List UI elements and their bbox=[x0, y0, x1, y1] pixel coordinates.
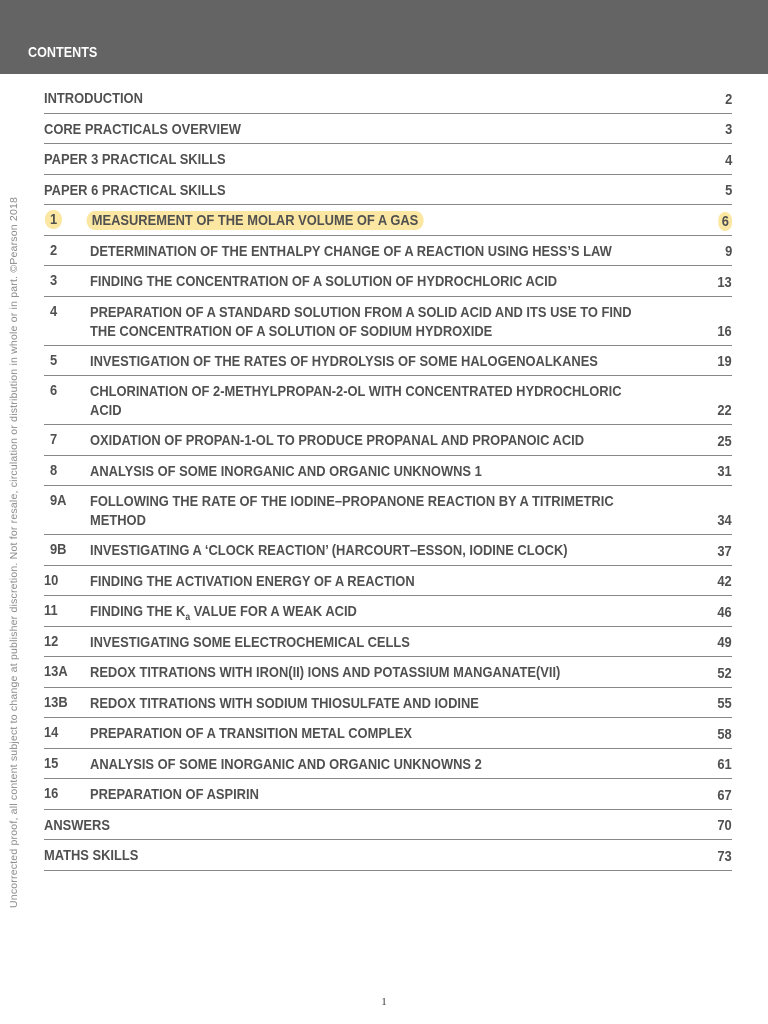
toc-entry-title: PAPER 3 PRACTICAL SKILLS bbox=[44, 151, 226, 168]
toc-entry-page: 16 bbox=[717, 322, 732, 340]
toc-entry-page: 67 bbox=[717, 786, 732, 804]
toc-entry-title: MATHS SKILLS bbox=[44, 847, 139, 864]
toc-entry-page: 4 bbox=[724, 151, 732, 169]
toc-entry-practical-11[interactable] bbox=[44, 596, 732, 627]
toc-entry-number: 14 bbox=[44, 724, 59, 741]
toc-entry-title: INVESTIGATING SOME ELECTROCHEMICAL CELLS bbox=[90, 633, 410, 651]
toc-entry-page: 70 bbox=[717, 817, 732, 834]
toc-entry-number: 6 bbox=[50, 382, 58, 399]
toc-entry-number: 1 bbox=[45, 210, 62, 229]
toc-entry-practical-9a[interactable] bbox=[44, 486, 732, 535]
copyright-notice: Uncorrected proof, all content subject to change at publisher discretion. Not for resale, circulation or distribution in whole or in part. ©Pearson 2018 bbox=[8, 196, 20, 908]
table-of-contents bbox=[44, 83, 732, 871]
toc-entry-title: PREPARATION OF A TRANSITION METAL COMPLEX bbox=[90, 725, 413, 742]
toc-entry-page: 9 bbox=[724, 243, 732, 260]
toc-entry-title: CHLORINATION OF 2-METHYLPROPAN-2-OL WITH CONCENTRATED HYDROCHLORIC bbox=[90, 383, 622, 400]
toc-entry-title: INVESTIGATION OF THE RATES OF HYDROLYSIS OF SOME HALOGENOALKANES bbox=[90, 352, 598, 370]
toc-entry-title: INVESTIGATING A ‘CLOCK REACTION’ (HARCOURT–ESSON, IODINE CLOCK) bbox=[90, 542, 568, 559]
toc-entry-title: MEASUREMENT OF THE MOLAR VOLUME OF A GAS bbox=[87, 211, 424, 230]
toc-entry-title: DETERMINATION OF THE ENTHALPY CHANGE OF A REACTION USING HESS’S LAW bbox=[90, 242, 612, 260]
toc-entry-title: FINDING THE CONCENTRATION OF A SOLUTION OF HYDROCHLORIC ACID bbox=[90, 273, 558, 290]
toc-entry-page: 37 bbox=[717, 542, 732, 560]
toc-entry-title: PAPER 6 PRACTICAL SKILLS bbox=[44, 181, 226, 199]
toc-entry-paper-3-practical-skills[interactable] bbox=[44, 144, 732, 175]
toc-entry-practical-8[interactable] bbox=[44, 456, 732, 487]
page-number: 1 bbox=[381, 996, 387, 1008]
toc-entry-title: ANSWERS bbox=[44, 816, 110, 834]
toc-entry-number: 15 bbox=[44, 754, 59, 772]
toc-entry-practical-4[interactable] bbox=[44, 297, 732, 346]
toc-entry-practical-13b[interactable] bbox=[44, 688, 732, 719]
toc-entry-page: 25 bbox=[717, 432, 732, 450]
toc-entry-practical-10[interactable] bbox=[44, 566, 732, 597]
toc-entry-number: 3 bbox=[50, 272, 58, 289]
toc-entry-practical-2[interactable] bbox=[44, 236, 732, 267]
toc-entry-number: 2 bbox=[50, 241, 58, 259]
header-bar bbox=[0, 0, 768, 74]
toc-entry-title: REDOX TITRATIONS WITH IRON(II) IONS AND POTASSIUM MANGANATE(VII) bbox=[90, 664, 561, 681]
toc-entry-number: 5 bbox=[50, 351, 58, 369]
toc-entry-title: FINDING THE $K_a$ VALUE FOR A WEAK ACID bbox=[90, 603, 357, 623]
toc-entry-page: 2 bbox=[724, 90, 732, 108]
toc-entry-practical-14[interactable] bbox=[44, 718, 732, 749]
toc-entry-maths-skills[interactable] bbox=[44, 840, 732, 871]
toc-entry-title: REDOX TITRATIONS WITH SODIUM THIOSULFATE AND IODINE bbox=[90, 694, 479, 712]
toc-entry-title-line2: ACID bbox=[90, 402, 122, 419]
toc-entry-page: 61 bbox=[717, 756, 732, 773]
toc-entry-practical-3[interactable] bbox=[44, 266, 732, 297]
toc-entry-number: 7 bbox=[50, 431, 58, 448]
toc-entry-practical-5[interactable] bbox=[44, 346, 732, 377]
toc-entry-answers[interactable] bbox=[44, 810, 732, 841]
toc-entry-introduction[interactable] bbox=[44, 83, 732, 114]
toc-entry-page: 49 bbox=[717, 634, 732, 651]
toc-entry-paper-6-practical-skills[interactable] bbox=[44, 175, 732, 206]
toc-entry-number: 13A bbox=[44, 663, 68, 680]
toc-entry-number: 13B bbox=[44, 693, 68, 711]
toc-entry-title: PREPARATION OF ASPIRIN bbox=[90, 786, 259, 803]
toc-entry-title: PREPARATION OF A STANDARD SOLUTION FROM A SOLID ACID AND ITS USE TO FIND bbox=[90, 303, 632, 321]
toc-entry-number: 16 bbox=[44, 785, 59, 802]
toc-entry-number: 9A bbox=[50, 492, 67, 509]
toc-entry-title-line2: METHOD bbox=[90, 512, 146, 529]
toc-entry-page: 19 bbox=[717, 353, 732, 370]
toc-entry-title: ANALYSIS OF SOME INORGANIC AND ORGANIC UNKNOWNS 1 bbox=[90, 462, 482, 480]
toc-entry-title-line2: THE CONCENTRATION OF A SOLUTION OF SODIUM HYDROXIDE bbox=[90, 322, 493, 340]
toc-entry-page: 34 bbox=[717, 512, 732, 529]
toc-entry-title: FOLLOWING THE RATE OF THE IODINE–PROPANONE REACTION BY A TITRIMETRIC bbox=[90, 493, 614, 510]
toc-entry-core-practicals-overview[interactable] bbox=[44, 114, 732, 145]
toc-entry-page: 46 bbox=[717, 603, 732, 621]
toc-entry-page: 52 bbox=[717, 664, 732, 682]
toc-entry-title: CORE PRACTICALS OVERVIEW bbox=[44, 120, 241, 138]
toc-entry-page: 22 bbox=[717, 402, 732, 419]
toc-entry-title: FINDING THE ACTIVATION ENERGY OF A REACTION bbox=[90, 572, 415, 590]
toc-entry-number: 10 bbox=[44, 571, 59, 589]
toc-entry-number: 9B bbox=[50, 541, 67, 558]
toc-entry-number: 11 bbox=[44, 602, 58, 619]
toc-entry-page: 73 bbox=[717, 847, 732, 865]
toc-entry-number: 12 bbox=[44, 632, 59, 650]
toc-entry-practical-6[interactable] bbox=[44, 376, 732, 425]
toc-entry-practical-7[interactable] bbox=[44, 425, 732, 456]
toc-entry-practical-15[interactable] bbox=[44, 749, 732, 780]
toc-entry-practical-13a[interactable] bbox=[44, 657, 732, 688]
toc-entry-page: 13 bbox=[717, 273, 732, 291]
toc-entry-page: 6 bbox=[718, 212, 732, 231]
toc-entry-practical-1[interactable] bbox=[44, 205, 732, 236]
toc-entry-number: 8 bbox=[50, 461, 58, 479]
toc-entry-title: OXIDATION OF PROPAN-1-OL TO PRODUCE PROPANAL AND PROPANOIC ACID bbox=[90, 432, 585, 449]
toc-entry-practical-9b[interactable] bbox=[44, 535, 732, 566]
toc-entry-page: 3 bbox=[724, 121, 732, 138]
toc-entry-page: 58 bbox=[717, 725, 732, 743]
toc-entry-page: 42 bbox=[717, 573, 732, 590]
toc-entry-page: 55 bbox=[717, 695, 732, 712]
toc-entry-title: INTRODUCTION bbox=[44, 90, 143, 107]
page-title: CONTENTS bbox=[28, 44, 98, 61]
toc-entry-title: ANALYSIS OF SOME INORGANIC AND ORGANIC UNKNOWNS 2 bbox=[90, 755, 482, 773]
toc-entry-practical-16[interactable] bbox=[44, 779, 732, 810]
toc-entry-practical-12[interactable] bbox=[44, 627, 732, 658]
toc-entry-number: 4 bbox=[50, 302, 58, 320]
toc-entry-page: 31 bbox=[717, 463, 732, 480]
toc-entry-page: 5 bbox=[724, 182, 732, 199]
